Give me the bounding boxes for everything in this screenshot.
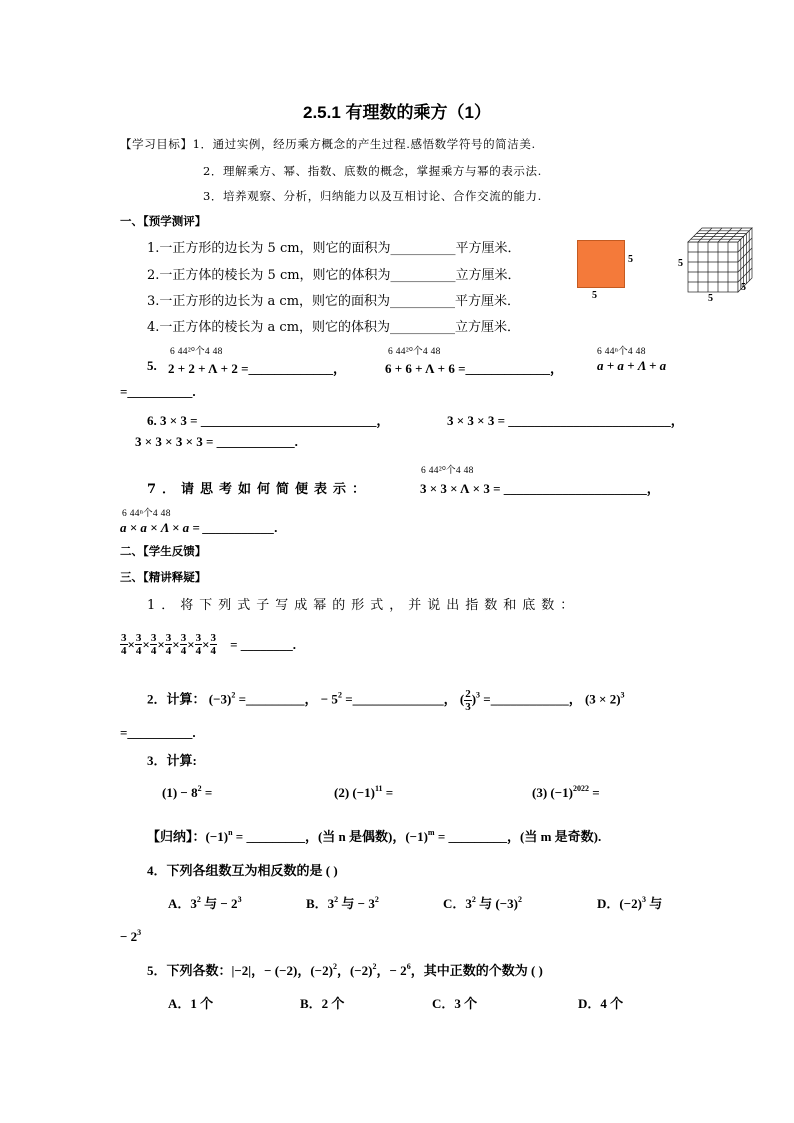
q7-expr-b: a × a × Λ × a = ___________. — [120, 520, 278, 535]
square-side-label: 5 — [628, 254, 633, 265]
s3-q2-tail: =__________. — [120, 725, 196, 740]
fraction: $\frac{3}{4}$ — [165, 632, 172, 657]
objective-item-2: 2．理解乘方、幂、指数、底数的概念，掌握乘方与幂的表示法. — [203, 164, 542, 178]
s3-q1-expression: $\frac{3}{4}$ × $\frac{3}{4}$ × $\frac{3}{4}$ × $\frac{3}{4}$ × $\frac{3}{4}$ × $\frac{3}{4}$ × $\frac{3}{4}$ = ________. — [121, 632, 297, 657]
s3-q3-a: $(1) - 8^2$ = — [162, 784, 213, 800]
section-heading-1: 一、【预学测评】 — [120, 214, 207, 228]
q5-brace-b: 6 44²⁰个4 48 — [388, 347, 441, 357]
objective-item-3: 3．培养观察、分析，归纳能力以及互相讨论、合作交流的能力. — [203, 189, 542, 203]
s3-q4-tail: − $2^3$ — [120, 928, 142, 944]
q5-expr-a: 2 + 2 + Λ + 2 =_____________， — [168, 361, 346, 376]
objectives-label: 【学习目标】 — [120, 137, 193, 151]
s3-q4-text: 4．下列各组数互为相反数的是 ( ) — [147, 863, 338, 878]
s3-q2: 2．计算： $(-3)^2$ =_________， − $5^2$ =______________， ( $\frac{2}{3}$ )$^3$ =____________， $(3 \times 2)^3$ — [147, 688, 625, 713]
q7-label: 7．请思考如何简便表示： — [147, 482, 372, 497]
objectives-line-1 — [120, 136, 536, 152]
fraction: $\frac{3}{4}$ — [195, 632, 202, 657]
s3-q5-text: 5．下列各数：|−2|，− (−2)，$(-2)^2$，$(-2)^2$，− $2^6$，其中正数的个数为 ( ) — [147, 962, 543, 978]
question-1: 1.一正方形的边长为 5 cm，则它的面积为__________平方厘米． — [147, 241, 521, 256]
fraction: $\frac{3}{4}$ — [180, 632, 187, 657]
page-title: 2.5.1 有理数的乘方（1） — [303, 103, 491, 122]
section-heading-2: 二、【学生反馈】 — [120, 544, 207, 558]
s3-q5-option-d: D．4 个 — [578, 996, 624, 1011]
s3-q3-c: (3) $(-1)^{2022}$ = — [532, 784, 600, 800]
s3-q5-option-a: A．1 个 — [168, 996, 214, 1011]
s3-q4-option-b: B．$3^2$ 与 − $3^2$ — [306, 895, 379, 911]
s3-q4-option-c: C．$3^2$ 与 $(-3)^2$ — [443, 895, 522, 911]
fraction: $\frac{3}{4}$ — [150, 632, 157, 657]
fraction: $\frac{3}{4}$ — [210, 632, 217, 657]
q6-c: 3 × 3 × 3 × 3 = ____________. — [135, 434, 298, 449]
question-3: 3.一正方形的边长为 a cm，则它的面积为__________平方厘米． — [147, 294, 521, 309]
s3-q1-text: 1．将下列式子写成幂的形式，并说出指数和底数： — [147, 598, 580, 613]
question-4: 4.一正方体的棱长为 a cm，则它的体积为__________立方厘米． — [147, 320, 521, 335]
s3-q5-option-c: C．3 个 — [432, 996, 478, 1011]
summary-line: 【归纳】：$(-1)^n$ = _________，(当 n 是偶数)，$(-1)^m$ = _________，(当 m 是奇数). — [147, 828, 602, 844]
cube-right-label: 5 — [741, 282, 746, 293]
s3-q3-label: 3．计算: — [147, 753, 197, 768]
s3-q3-b: (2) $(-1)^{11}$ = — [334, 784, 394, 800]
question-2: 2.一正方体的棱长为 5 cm，则它的体积为__________立方厘米． — [147, 268, 521, 283]
orange-square-figure — [577, 240, 625, 288]
fraction: $\frac{2}{3}$ — [465, 688, 471, 713]
q7-brace-a: 6 44²⁰个4 48 — [421, 466, 474, 476]
q6-a: 6. 3 × 3 = ___________________________， — [147, 413, 390, 428]
s3-q5-option-b: B．2 个 — [300, 996, 345, 1011]
fraction: $\frac{3}{4}$ — [121, 632, 127, 657]
fraction: $\frac{3}{4}$ — [135, 632, 142, 657]
q5-brace-a: 6 44²⁰个4 48 — [170, 347, 223, 357]
cube-left-label: 5 — [678, 258, 683, 269]
q5-brace-c: 6 44ⁿ个4 48 — [597, 347, 646, 357]
q5-num: 5. — [147, 358, 157, 373]
s3-q4-option-d: D．$(-2)^3$ 与 — [597, 895, 663, 911]
q7-expr-a: 3 × 3 × Λ × 3 = ______________________， — [420, 481, 660, 496]
cube-bottom-label: 5 — [708, 293, 713, 304]
section-heading-3: 三、【精讲释疑】 — [120, 570, 207, 584]
q5-tail: =__________. — [120, 384, 196, 399]
square-bottom-label: 5 — [592, 290, 597, 301]
s3-q4-option-a: A．$3^2$ 与 − $2^3$ — [168, 895, 242, 911]
objective-item-1: 1．通过实例，经历乘方概念的产生过程.感悟数学符号的简洁美. — [192, 137, 536, 151]
q5-expr-c: a + a + Λ + a — [597, 358, 667, 373]
q6-b: 3 × 3 × 3 = _________________________， — [447, 413, 684, 428]
q7-brace-b: 6 44ⁿ个4 48 — [122, 509, 171, 519]
q5-expr-b: 6 + 6 + Λ + 6 =_____________， — [385, 361, 563, 376]
